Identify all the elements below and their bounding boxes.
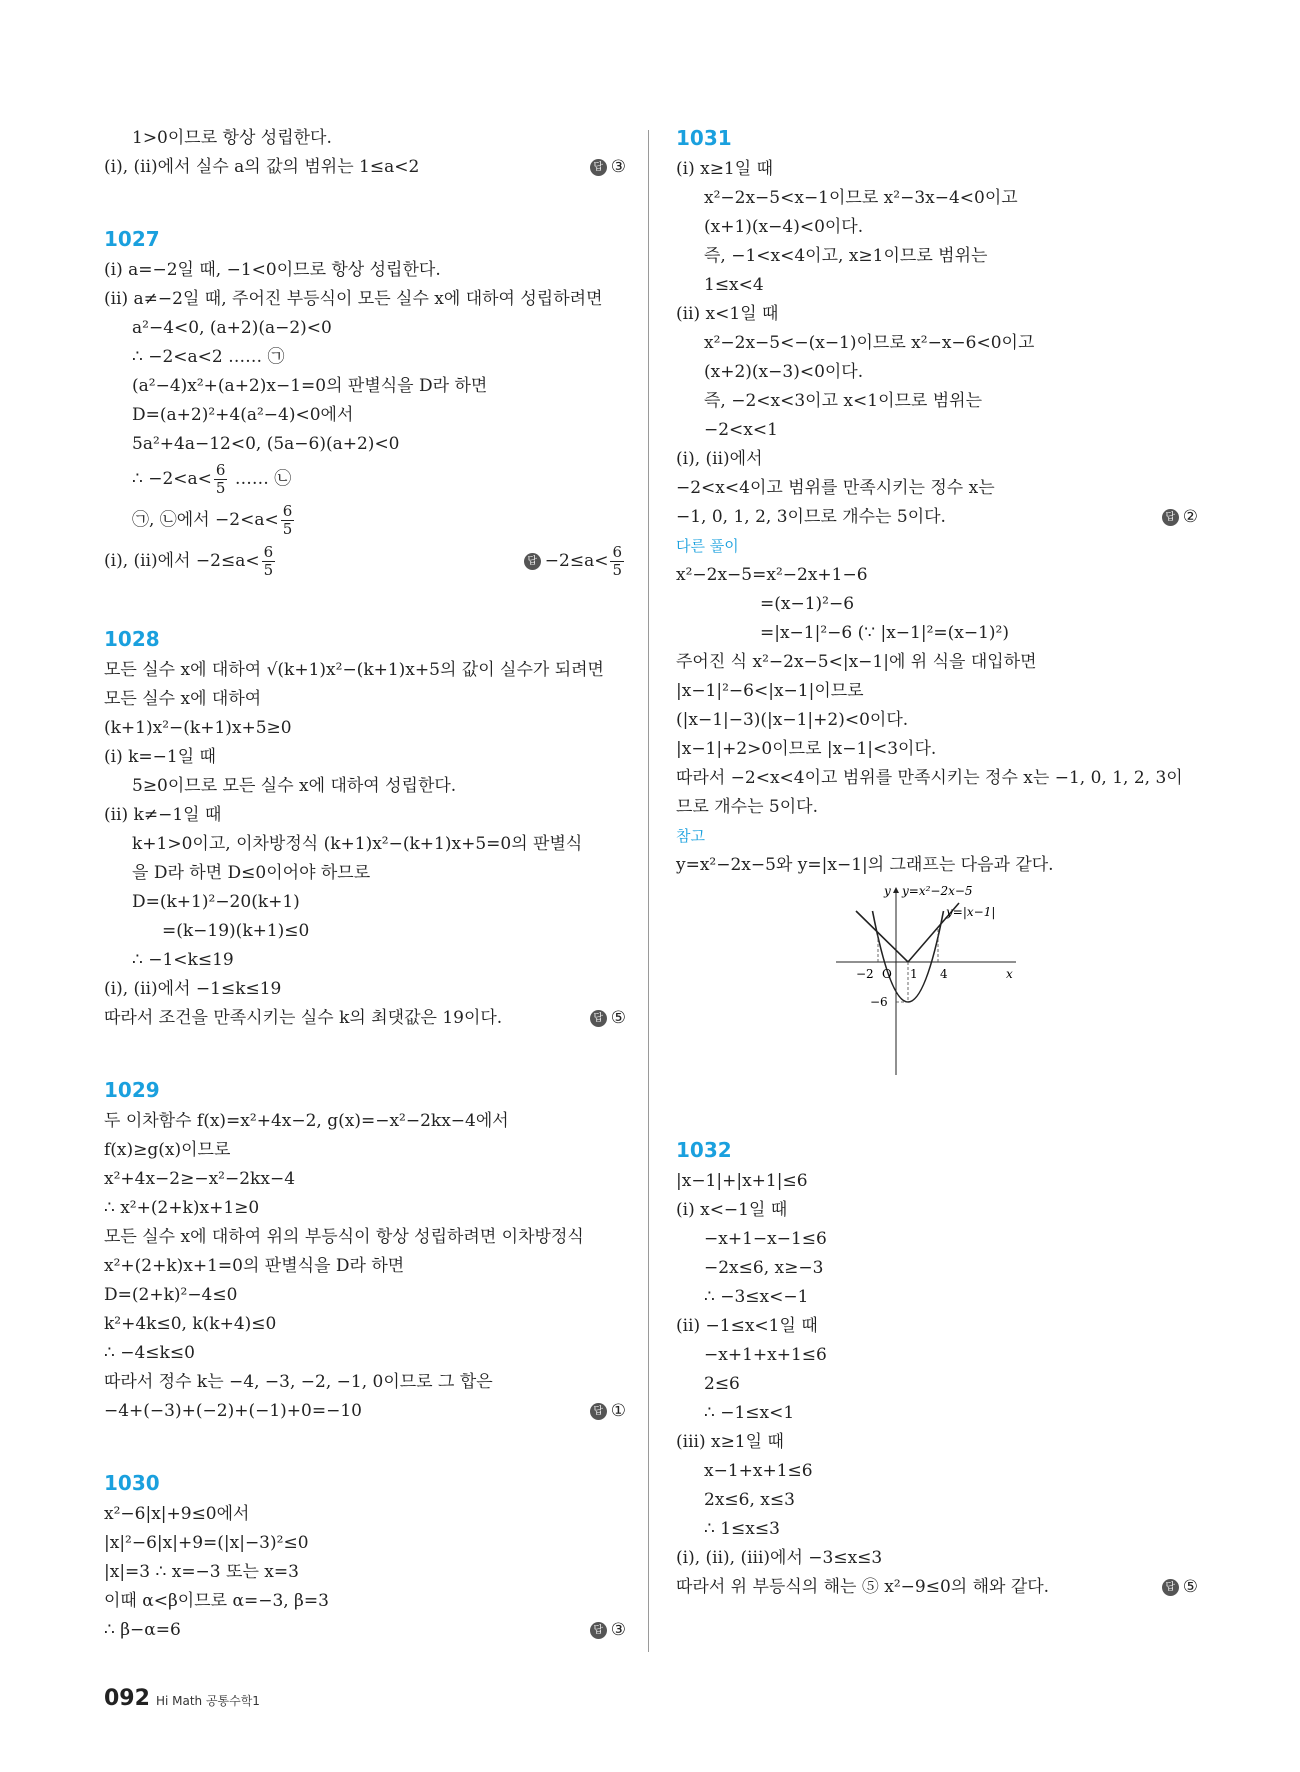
answer-icon: 답 bbox=[524, 553, 541, 570]
graph-container bbox=[676, 880, 1198, 1086]
text-line: (ⅲ) x≥1일 때 bbox=[676, 1432, 784, 1452]
problem-number: 1030 bbox=[104, 1471, 160, 1495]
text-line bbox=[104, 153, 626, 182]
tick-label: 4 bbox=[940, 967, 948, 981]
text-line-content: −4+(−3)+(−2)+(−1)+0=−10 bbox=[104, 1401, 362, 1421]
text-line-content: ㉠, ㉡에서 −2<a< bbox=[132, 510, 279, 530]
answer-value: ① bbox=[610, 1401, 626, 1421]
answer-icon: 답 bbox=[590, 1010, 607, 1027]
text-line: a²−4<0, (a+2)(a−2)<0 bbox=[132, 318, 332, 338]
function-graph bbox=[826, 880, 1026, 1080]
text-line: (ⅰ), (ⅱ), (ⅲ)에서 −3≤x≤3 bbox=[676, 1548, 883, 1568]
answer-icon: 답 bbox=[1162, 1579, 1179, 1596]
page-number: 092 bbox=[104, 1686, 150, 1711]
text-line: |x|=3 ∴ x=−3 또는 x=3 bbox=[104, 1562, 299, 1582]
text-line bbox=[104, 1616, 626, 1645]
text-line: D=(k+1)²−20(k+1) bbox=[132, 892, 300, 912]
answer-icon: 답 bbox=[590, 1403, 607, 1420]
text-line: 므로 개수는 5이다. bbox=[676, 797, 818, 817]
text-line bbox=[104, 1397, 626, 1426]
text-line: 2x≤6, x≤3 bbox=[704, 1490, 795, 1510]
text-line: 두 이차함수 f(x)=x²+4x−2, g(x)=−x²−2kx−4에서 bbox=[104, 1111, 509, 1131]
fraction-denominator: 5 bbox=[215, 479, 226, 497]
text-line: (ⅰ) a=−2일 때, −1<0이므로 항상 성립한다. bbox=[104, 260, 441, 280]
text-line: 모든 실수 x에 대하여 bbox=[104, 689, 262, 709]
text-line: 따라서 −2<x<4이고 범위를 만족시키는 정수 x는 −1, 0, 1, 2, 3이 bbox=[676, 768, 1183, 788]
answer-icon: 답 bbox=[590, 1622, 607, 1639]
answer-value: ③ bbox=[610, 157, 626, 177]
problem-number: 1027 bbox=[104, 227, 160, 251]
fraction bbox=[281, 503, 295, 538]
text-line: −x+1−x−1≤6 bbox=[704, 1229, 827, 1249]
text-line: x−1+x+1≤6 bbox=[704, 1461, 813, 1481]
text-line-content: ∴ β−α=6 bbox=[104, 1620, 181, 1640]
text-line: 1>0이므로 항상 성립한다. bbox=[132, 128, 332, 148]
text-line: k+1>0이고, 이차방정식 (k+1)x²−(k+1)x+5=0의 판별식 bbox=[132, 834, 583, 854]
answer-badge bbox=[590, 1616, 626, 1645]
text-line: (ⅰ) x<−1일 때 bbox=[676, 1200, 788, 1220]
text-line bbox=[104, 459, 626, 500]
problem-1026-tail bbox=[104, 124, 626, 182]
text-line: (x+1)(x−4)<0이다. bbox=[704, 217, 864, 237]
text-line: (ⅰ), (ⅱ)에서 −1≤k≤19 bbox=[104, 979, 282, 999]
problem-1030 bbox=[104, 1469, 626, 1645]
text-line-content: (ⅰ), (ⅱ)에서 −2≤a< bbox=[104, 551, 260, 571]
text-line: 1≤x<4 bbox=[704, 275, 764, 295]
text-line: ∴ −3≤x<−1 bbox=[704, 1287, 809, 1307]
text-line: ∴ −2<a<2 …… ㉠ bbox=[132, 347, 285, 367]
text-line: 모든 실수 x에 대하여 √(k+1)x²−(k+1)x+5의 값이 실수가 되려면 bbox=[104, 660, 604, 680]
fraction-denominator: 5 bbox=[612, 561, 622, 579]
text-line: 즉, −1<x<4이고, x≥1이므로 범위는 bbox=[704, 246, 988, 266]
text-line: ∴ −4≤k≤0 bbox=[104, 1343, 195, 1363]
answer-value: ⑤ bbox=[610, 1008, 626, 1028]
column-divider bbox=[648, 130, 649, 1652]
answer-badge bbox=[1162, 1573, 1198, 1602]
answer-value: −2≤a< bbox=[544, 551, 609, 571]
text-line: ∴ x²+(2+k)x+1≥0 bbox=[104, 1198, 260, 1218]
answer-badge bbox=[590, 1397, 626, 1426]
problem-1031 bbox=[676, 124, 1198, 1086]
problem-number: 1032 bbox=[676, 1138, 732, 1162]
text-line: 주어진 식 x²−2x−5<|x−1|에 위 식을 대입하면 bbox=[676, 652, 1037, 672]
text-line: (ⅱ) a≠−2일 때, 주어진 부등식이 모든 실수 x에 대하여 성립하려면 bbox=[104, 289, 603, 309]
text-line: (ⅱ) −1≤x<1일 때 bbox=[676, 1316, 818, 1336]
answer-value: ② bbox=[1182, 507, 1198, 527]
answer-value: ⑤ bbox=[1182, 1577, 1198, 1597]
fraction-denominator: 5 bbox=[263, 561, 274, 579]
text-line-content: −1, 0, 1, 2, 3이므로 개수는 5이다. bbox=[676, 507, 946, 527]
text-line: 이때 α<β이므로 α=−3, β=3 bbox=[104, 1591, 329, 1611]
text-line: k²+4k≤0, k(k+4)≤0 bbox=[104, 1314, 277, 1334]
text-line: (a²−4)x²+(a+2)x−1=0의 판별식을 D라 하면 bbox=[132, 376, 488, 396]
text-line: |x|²−6|x|+9=(|x|−3)²≤0 bbox=[104, 1533, 309, 1553]
fraction-denominator: 5 bbox=[282, 520, 293, 538]
text-line: 따라서 정수 k는 −4, −3, −2, −1, 0이므로 그 합은 bbox=[104, 1372, 493, 1392]
x-axis-label: x bbox=[1006, 967, 1013, 981]
text-line: −2<x<1 bbox=[704, 420, 778, 440]
book-title: Hi Math 공통수학1 bbox=[155, 1694, 260, 1708]
answer-icon: 답 bbox=[1162, 509, 1179, 526]
text-line-content: 따라서 조건을 만족시키는 실수 k의 최댓값은 19이다. bbox=[104, 1008, 503, 1028]
text-line: 모든 실수 x에 대하여 위의 부등식이 항상 성립하려면 이차방정식 bbox=[104, 1227, 584, 1247]
text-line bbox=[676, 503, 1198, 532]
answer-value: ③ bbox=[610, 1620, 626, 1640]
text-line bbox=[104, 500, 626, 541]
alternative-solution-label: 다른 풀이 bbox=[676, 537, 739, 555]
answer-icon: 답 bbox=[590, 159, 607, 176]
text-line-content: 따라서 위 부등식의 해는 ⑤ x²−9≤0의 해와 같다. bbox=[676, 1577, 1050, 1597]
right-column bbox=[676, 124, 1198, 1645]
text-line: (ⅱ) k≠−1일 때 bbox=[104, 805, 222, 825]
y-axis-label: y bbox=[884, 884, 891, 898]
tick-label: 1 bbox=[910, 967, 918, 981]
text-line-content: (ⅰ), (ⅱ)에서 실수 a의 값의 범위는 1≤a<2 bbox=[104, 157, 420, 177]
text-line: |x−1|+2>0이므로 |x−1|<3이다. bbox=[676, 739, 937, 759]
origin-label: O bbox=[882, 967, 892, 981]
text-line: y=x²−2x−5와 y=|x−1|의 그래프는 다음과 같다. bbox=[676, 855, 1054, 875]
text-line: (ⅰ) k=−1일 때 bbox=[104, 747, 216, 767]
page-footer bbox=[104, 1686, 260, 1711]
text-line: (ⅱ) x<1일 때 bbox=[676, 304, 779, 324]
fraction-numerator: 6 bbox=[263, 543, 274, 561]
fraction bbox=[214, 462, 228, 497]
text-line: x²−2x−5<−(x−1)이므로 x²−x−6<0이고 bbox=[704, 333, 1035, 353]
reference-label: 참고 bbox=[676, 827, 705, 845]
problem-1032 bbox=[676, 1136, 1198, 1602]
text-line: |x−1|+|x+1|≤6 bbox=[676, 1171, 808, 1191]
tick-label: −2 bbox=[856, 967, 874, 981]
text-line: 을 D라 하면 D≤0이어야 하므로 bbox=[132, 863, 371, 883]
answer-badge bbox=[524, 541, 626, 582]
problem-number: 1028 bbox=[104, 627, 160, 651]
text-line: x²−2x−5=x²−2x+1−6 bbox=[676, 565, 868, 585]
text-line bbox=[104, 541, 626, 582]
answer-badge bbox=[1162, 503, 1198, 532]
fraction bbox=[262, 544, 276, 579]
text-line-content: …… ㉡ bbox=[229, 469, 292, 489]
text-line: (ⅰ) x≥1일 때 bbox=[676, 159, 774, 179]
parabola-label: y=x²−2x−5 bbox=[902, 884, 973, 898]
answer-badge bbox=[590, 153, 626, 182]
text-line: =|x−1|²−6 (∵ |x−1|²=(x−1)²) bbox=[760, 623, 1009, 643]
problem-1027 bbox=[104, 225, 626, 582]
text-line: (|x−1|−3)(|x−1|+2)<0이다. bbox=[676, 710, 909, 730]
text-line: 5a²+4a−12<0, (5a−6)(a+2)<0 bbox=[132, 434, 400, 454]
text-line: x²+(2+k)x+1=0의 판별식을 D라 하면 bbox=[104, 1256, 405, 1276]
text-line bbox=[676, 1573, 1198, 1602]
problem-1029 bbox=[104, 1076, 626, 1426]
text-line: x²−2x−5<x−1이므로 x²−3x−4<0이고 bbox=[704, 188, 1018, 208]
text-line: x²−6|x|+9≤0에서 bbox=[104, 1504, 250, 1524]
text-line: f(x)≥g(x)이므로 bbox=[104, 1140, 231, 1160]
fraction-numerator: 6 bbox=[215, 461, 226, 479]
abs-value-label: y=|x−1| bbox=[946, 905, 996, 919]
left-column bbox=[104, 124, 626, 1688]
fraction-numerator: 6 bbox=[612, 543, 622, 561]
text-line: (x+2)(x−3)<0이다. bbox=[704, 362, 864, 382]
text-line: −2x≤6, x≥−3 bbox=[704, 1258, 824, 1278]
text-line: (ⅰ), (ⅱ)에서 bbox=[676, 449, 763, 469]
problem-1028 bbox=[104, 625, 626, 1033]
text-line: (k+1)x²−(k+1)x+5≥0 bbox=[104, 718, 292, 738]
text-line: 2≤6 bbox=[704, 1374, 740, 1394]
tick-label: −6 bbox=[870, 995, 888, 1009]
text-line: |x−1|²−6<|x−1|이므로 bbox=[676, 681, 864, 701]
text-line: ∴ −1<k≤19 bbox=[132, 950, 234, 970]
text-line: D=(2+k)²−4≤0 bbox=[104, 1285, 238, 1305]
text-line: 5≥0이므로 모든 실수 x에 대하여 성립한다. bbox=[132, 776, 457, 796]
text-line-content: ∴ −2<a< bbox=[132, 469, 212, 489]
text-line: ∴ −1≤x<1 bbox=[704, 1403, 795, 1423]
answer-badge bbox=[590, 1004, 626, 1033]
text-line: =(x−1)²−6 bbox=[760, 594, 855, 614]
text-line: ∴ 1≤x≤3 bbox=[704, 1519, 780, 1539]
problem-number: 1031 bbox=[676, 126, 732, 150]
text-line bbox=[104, 1004, 626, 1033]
text-line: =(k−19)(k+1)≤0 bbox=[162, 921, 310, 941]
text-line: −x+1+x+1≤6 bbox=[704, 1345, 827, 1365]
problem-number: 1029 bbox=[104, 1078, 160, 1102]
fraction-numerator: 6 bbox=[282, 502, 293, 520]
text-line: 즉, −2<x<3이고 x<1이므로 범위는 bbox=[704, 391, 983, 411]
text-line: −2<x<4이고 범위를 만족시키는 정수 x는 bbox=[676, 478, 995, 498]
fraction bbox=[610, 544, 624, 579]
text-line: x²+4x−2≥−x²−2kx−4 bbox=[104, 1169, 296, 1189]
text-line: D=(a+2)²+4(a²−4)<0에서 bbox=[132, 405, 354, 425]
